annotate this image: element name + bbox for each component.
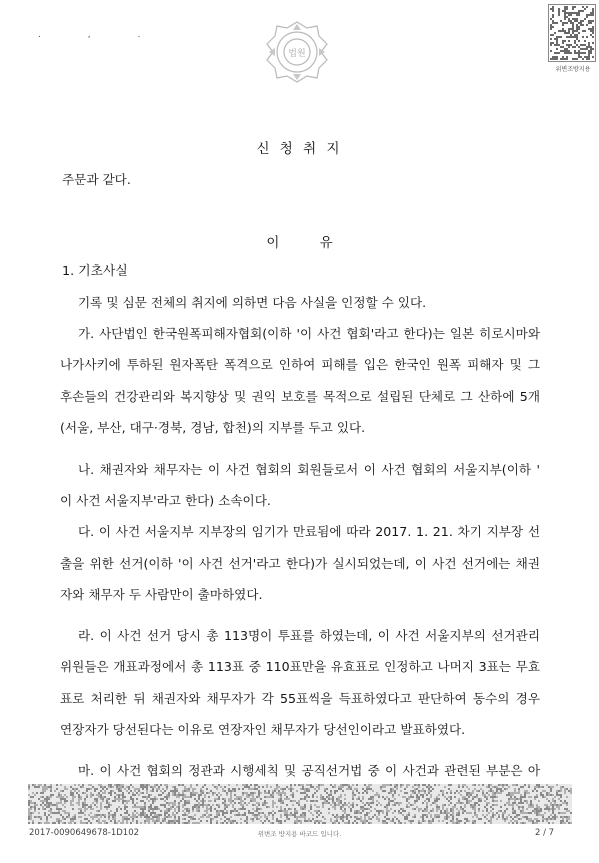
document-id: 2017-0090649678-1D102 [29,828,140,838]
body-line: 라. 이 사건 선거 당시 총 113명이 투표를 하였는데, 이 사건 서울지부의 선거관리 [78,628,540,643]
court-seal-icon [263,18,331,86]
body-line: 나. 채권자와 채무자는 이 사건 협회의 회원들로서 이 사건 협회의 서울지부(이하 ' [78,462,540,477]
section-title-basic-facts: 1. 기초사실 [62,264,128,279]
body-line: 이 사건 서울지부'라고 한다) 소속이다. [60,493,271,508]
body-line: (서울, 부산, 대구·경북, 경남, 합천)의 지부를 두고 있다. [60,420,366,435]
body-line: 가. 사단법인 한국원폭피해자협회(이하 '이 사건 협회'라고 한다)는 일본 히로시마와 [78,326,540,341]
body-line: 다. 이 사건 서울지부 지부장의 임기가 만료됨에 따라 2017. 1. 21. 차기 지부장 선 [78,524,540,539]
body-line: 표로 처리한 뒤 채권자와 채무자가 각 55표씩을 득표하였다고 판단하여 동수의 경우 [60,691,540,706]
body-line: 연장자가 당선된다는 이유로 연장자인 채무자가 당선인이라고 발표하였다. [60,722,466,737]
body-line: 위원들은 개표과정에서 총 113표 중 110표만을 유효표로 인정하고 나머지 3표는 무효 [60,659,540,674]
body-line: 자와 채무자 두 사람만이 출마하였다. [60,587,263,602]
body-line: 나가사키에 투하된 원자폭탄 폭격으로 인하여 피해를 입은 한국인 원폭 피해자 및 그 [60,357,540,372]
page-number: 2 / 7 [535,828,555,838]
reasons-heading: 이 유 [266,235,351,251]
body-line: 마. 이 사건 협회의 정관과 시행세칙 및 공직선거법 중 이 사건과 관련된 부분은 아 [78,763,540,778]
body-line: 출을 위한 선거(이하 '이 사건 선거'라고 한다)가 실시되었는데, 이 사건 선거에는 채권 [60,556,540,571]
request-text: 주문과 같다. [62,172,131,187]
seal-text: 법원 [288,49,306,59]
body-line: 후손들의 건강관리와 복지향상 및 권익 보호를 목적으로 설립된 단체로 그 산하에 5개 [60,389,540,404]
request-heading: 신 청 취 지 [256,141,343,157]
body-line: 기록 및 심문 전체의 취지에 의하면 다음 사실을 인정할 수 있다. [78,295,427,310]
barcode-notice: 위변조 방지용 바코드 입니다. [257,830,342,838]
anti-forgery-code-icon [548,4,596,66]
scan-specks: . , . [38,30,163,40]
anti-forgery-barcode-band [28,784,572,824]
anti-forgery-caption: 위변조방지용 [555,66,591,73]
